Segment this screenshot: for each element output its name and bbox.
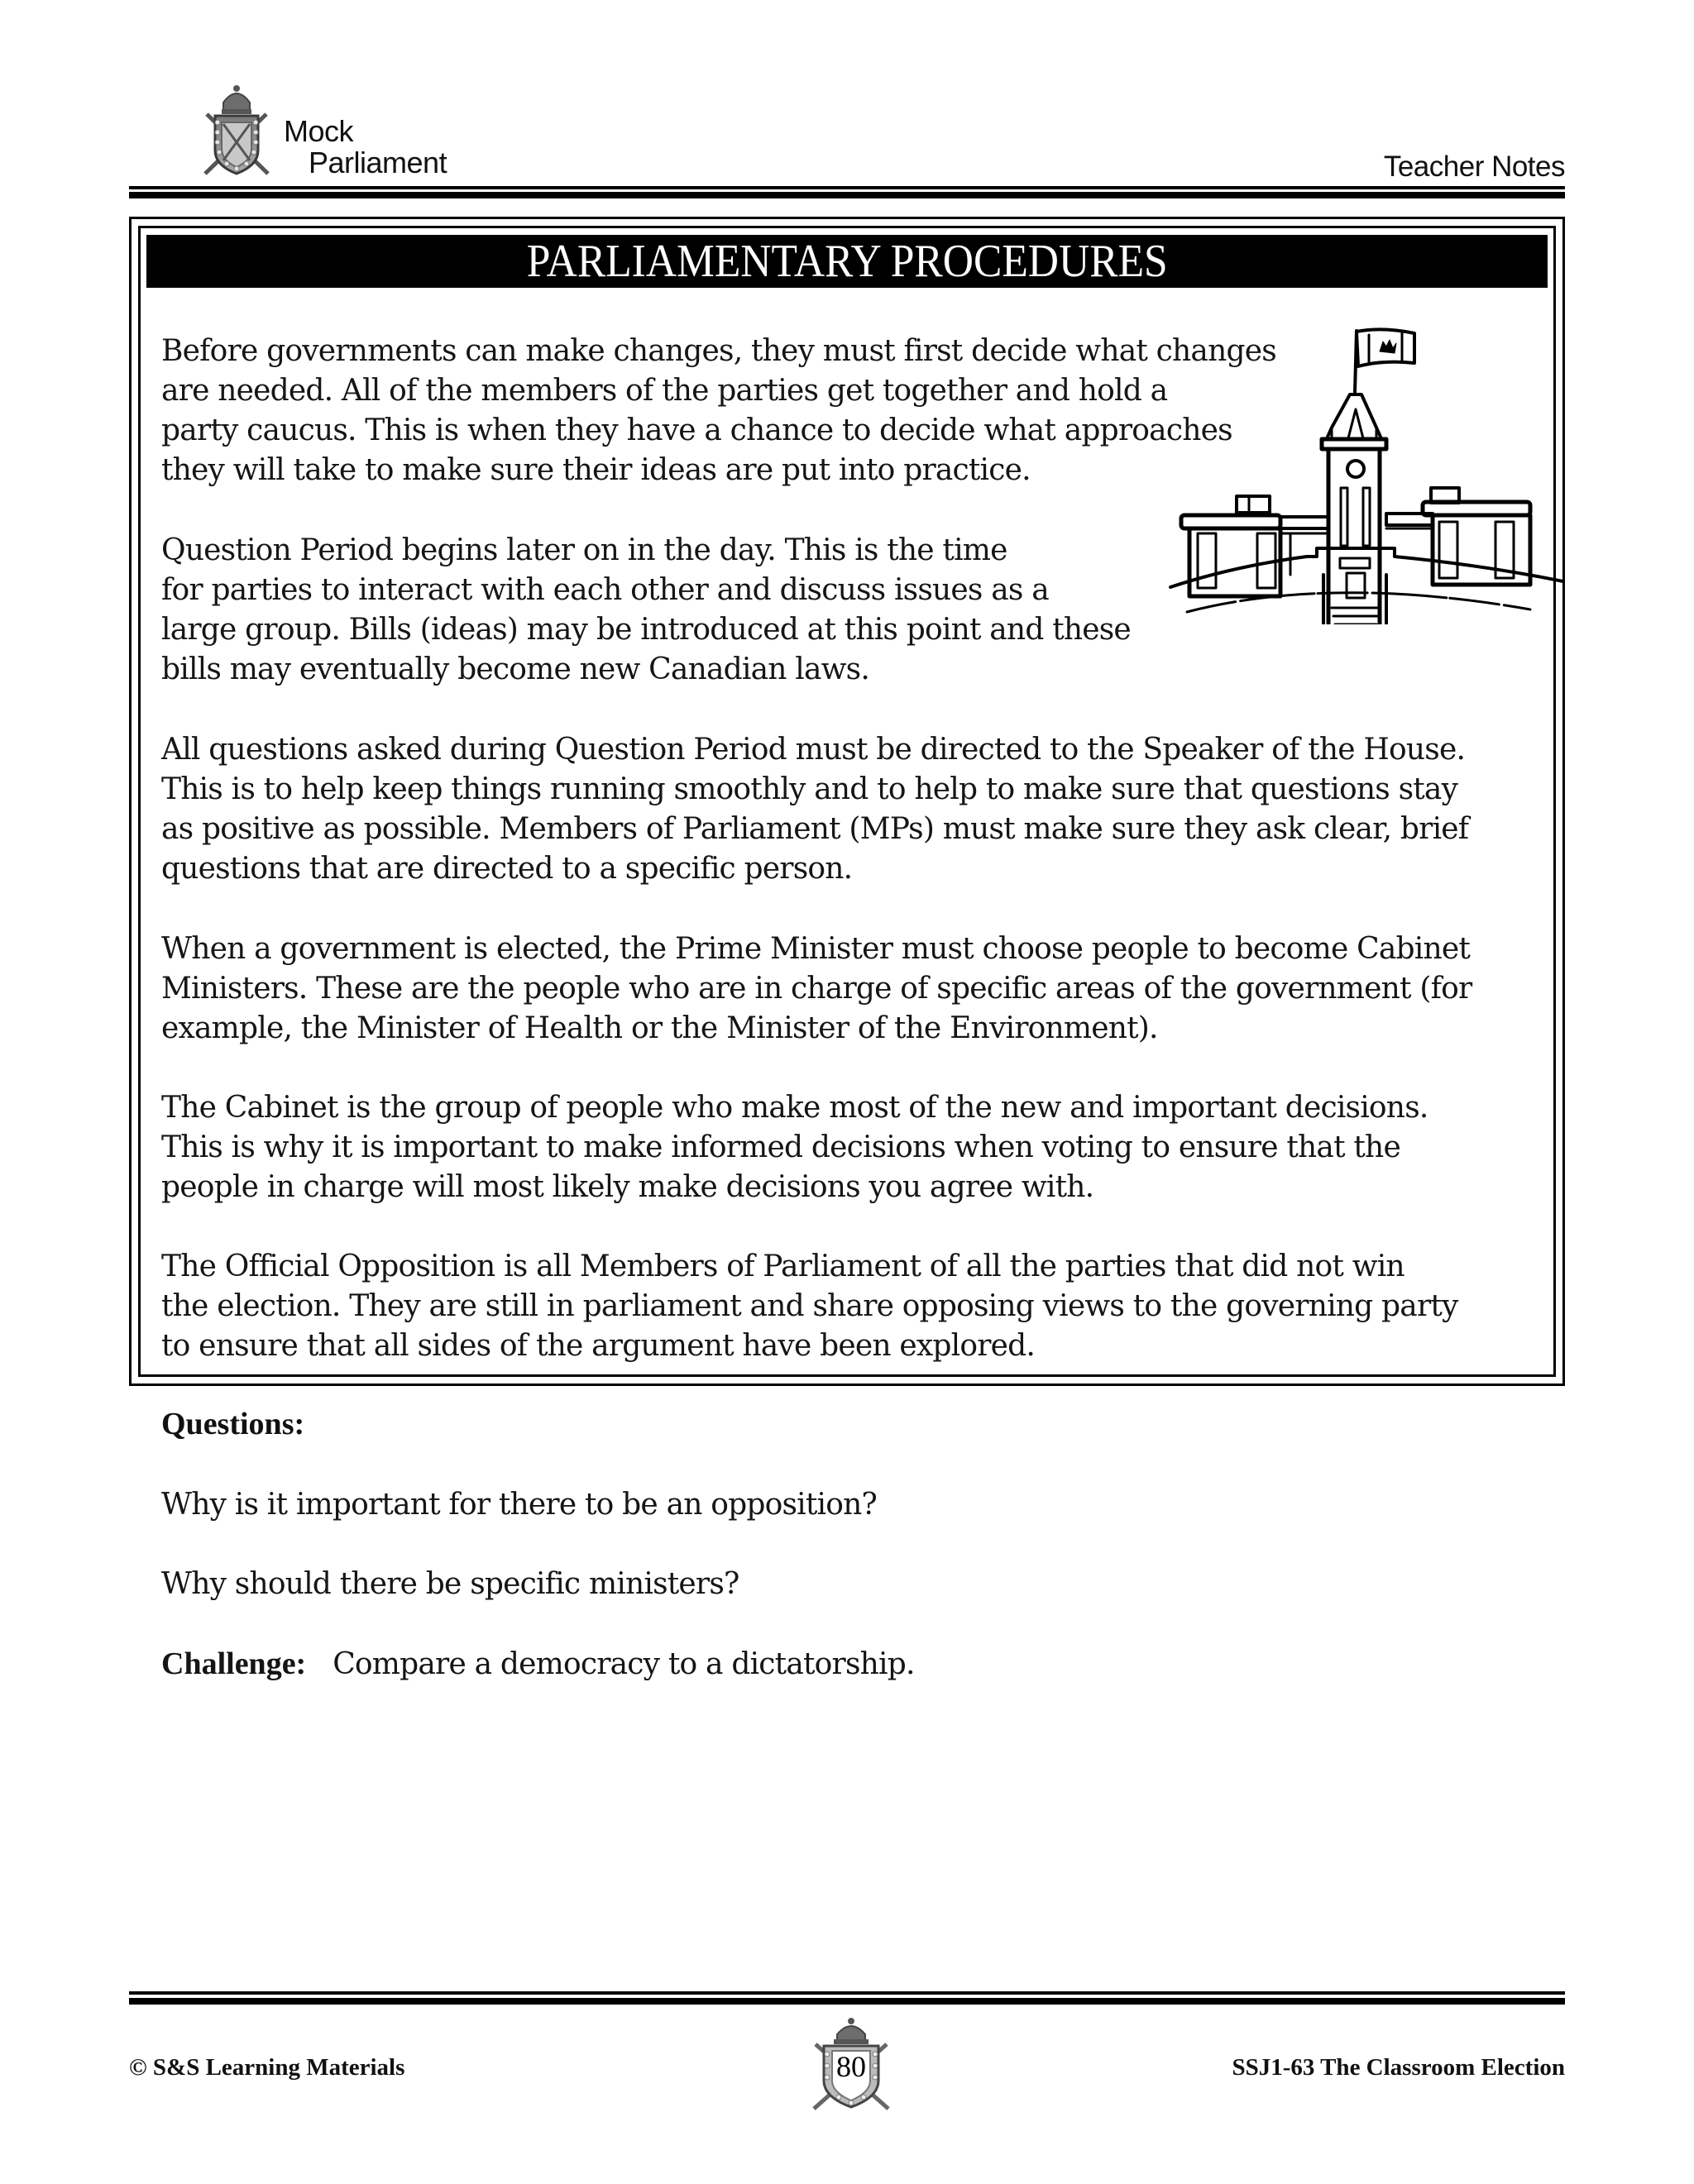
paragraph-opposition	[161, 1247, 1458, 1366]
text-line: Ministers. These are the people who are in charge of specific areas of the government (for	[161, 972, 1472, 1006]
questions-heading: Questions:	[161, 1407, 305, 1441]
challenge-label: Challenge:	[161, 1646, 307, 1681]
text-line: people in charge will most likely make decisions you agree with.	[161, 1170, 1094, 1204]
page-title: PARLIAMENTARY PROCEDURES	[526, 236, 1168, 287]
paragraph-caucus	[161, 332, 1276, 490]
paragraph-cabinet	[161, 1088, 1428, 1207]
section-label: Teacher Notes	[1383, 151, 1565, 183]
challenge-line	[161, 1644, 915, 1685]
header-brand	[284, 116, 447, 179]
text-line: party caucus. This is when they have a chance to decide what approaches	[161, 413, 1232, 447]
text-line: bills may eventually become new Canadian laws.	[161, 652, 869, 686]
brand-line-parliament: Parliament	[309, 146, 447, 179]
text-line: to ensure that all sides of the argument have been explored.	[161, 1329, 1036, 1363]
text-line: All questions asked during Question Period must be directed to the Speaker of the House.	[161, 733, 1466, 767]
text-line: are needed. All of the members of the parties get together and hold a	[161, 374, 1168, 408]
copyright-text: © S&S Learning Materials	[129, 2054, 405, 2081]
paragraph-speaker	[161, 730, 1468, 889]
brand-line-mock: Mock	[284, 114, 354, 148]
question-item: Why should there be specific ministers?	[161, 1567, 739, 1601]
text-line: the election. They are still in parliament and share opposing views to the governing party	[161, 1289, 1458, 1323]
page-number: 80	[836, 2050, 866, 2083]
text-line: The Cabinet is the group of people who make most of the new and important decisions.	[161, 1091, 1428, 1125]
header-rule-thin	[129, 186, 1565, 189]
text-line: they will take to make sure their ideas are put into practice.	[161, 453, 1031, 487]
parliament-crest-icon	[199, 81, 275, 179]
text-line: Before governments can make changes, they must first decide what changes	[161, 334, 1276, 368]
title-bar	[146, 235, 1548, 288]
footer-rule-thick	[129, 1998, 1565, 2005]
text-line: This is why it is important to make informed decisions when voting to ensure that the	[161, 1130, 1400, 1164]
header-rule-thick	[129, 192, 1565, 198]
text-line: This is to help keep things running smoothly and to help to make sure that questions stay	[161, 772, 1458, 806]
paragraph-cabinet-ministers	[161, 930, 1471, 1049]
text-line: for parties to interact with each other and discuss issues as a	[161, 573, 1049, 607]
text-line: The Official Opposition is all Members of Parliament of all the parties that did not win	[161, 1250, 1404, 1283]
text-line: Question Period begins later on in the day. This is the time	[161, 533, 1007, 567]
book-title: SSJ1-63 The Classroom Election	[1232, 2054, 1565, 2081]
text-line: large group. Bills (ideas) may be introduced at this point and these	[161, 613, 1131, 647]
text-line: example, the Minister of Health or the Minister of the Environment).	[161, 1011, 1158, 1045]
challenge-text: Compare a democracy to a dictatorship.	[333, 1647, 915, 1681]
text-line: questions that are directed to a specific person.	[161, 852, 853, 886]
text-line: When a government is elected, the Prime Minister must choose people to become Cabinet	[161, 932, 1471, 966]
paragraph-question-period	[161, 531, 1131, 690]
text-line: as positive as possible. Members of Parliament (MPs) must make sure they ask clear, brief	[161, 812, 1469, 846]
question-item: Why is it important for there to be an opposition?	[161, 1488, 878, 1522]
footer-rule-thin	[129, 1991, 1565, 1995]
